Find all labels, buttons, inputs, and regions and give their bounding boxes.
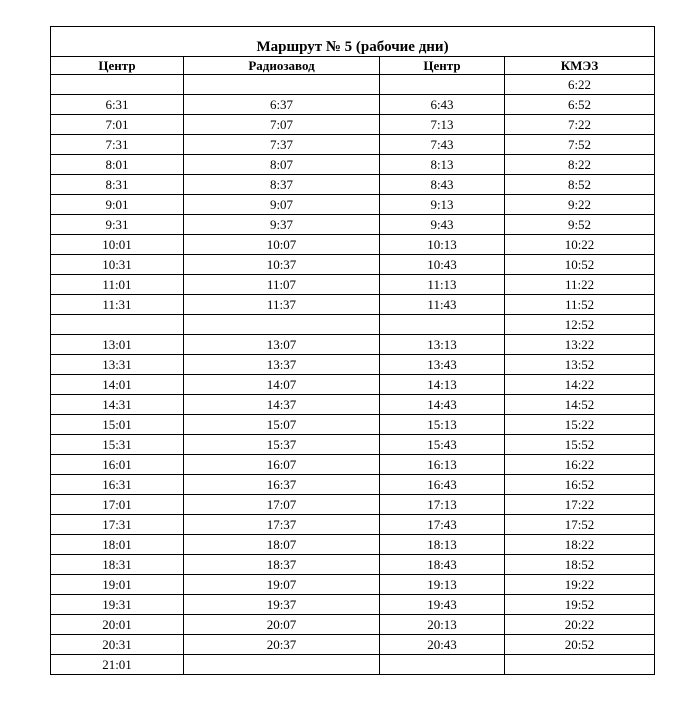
table-row <box>51 555 655 575</box>
time-cell-kmez: 16:22 <box>505 455 655 475</box>
time-cell-kmez: 13:22 <box>505 335 655 355</box>
time-cell-kmez: 14:22 <box>505 375 655 395</box>
time-cell-center-1: 7:31 <box>51 135 184 155</box>
time-cell-center-1: 11:01 <box>51 275 184 295</box>
time-cell-kmez: 9:22 <box>505 195 655 215</box>
timetable-title: Маршрут № 5 (рабочие дни) <box>51 27 655 57</box>
time-cell-center-1: 10:31 <box>51 255 184 275</box>
time-cell-center-1 <box>51 75 184 95</box>
table-row <box>51 635 655 655</box>
time-cell-center-1: 9:01 <box>51 195 184 215</box>
time-cell-center-1: 17:01 <box>51 495 184 515</box>
time-cell-kmez: 19:22 <box>505 575 655 595</box>
timetable-body <box>51 75 655 675</box>
time-cell-radiozavod <box>184 655 380 675</box>
time-cell-center-1: 14:01 <box>51 375 184 395</box>
table-row <box>51 455 655 475</box>
time-cell-center-1: 20:01 <box>51 615 184 635</box>
time-cell-kmez: 13:52 <box>505 355 655 375</box>
table-row <box>51 235 655 255</box>
time-cell-center-2: 15:43 <box>380 435 505 455</box>
time-cell-radiozavod: 11:37 <box>184 295 380 315</box>
time-cell-center-2: 19:43 <box>380 595 505 615</box>
time-cell-radiozavod: 18:37 <box>184 555 380 575</box>
table-row <box>51 95 655 115</box>
time-cell-center-2: 7:43 <box>380 135 505 155</box>
time-cell-center-1: 15:31 <box>51 435 184 455</box>
time-cell-kmez: 15:22 <box>505 415 655 435</box>
table-row <box>51 155 655 175</box>
time-cell-center-2 <box>380 315 505 335</box>
time-cell-kmez: 12:52 <box>505 315 655 335</box>
time-cell-center-2: 9:43 <box>380 215 505 235</box>
time-cell-radiozavod: 19:37 <box>184 595 380 615</box>
column-header-kmez: КМЭЗ <box>505 57 655 75</box>
table-row <box>51 415 655 435</box>
time-cell-kmez: 16:52 <box>505 475 655 495</box>
time-cell-radiozavod: 8:07 <box>184 155 380 175</box>
time-cell-radiozavod: 19:07 <box>184 575 380 595</box>
time-cell-center-2: 8:43 <box>380 175 505 195</box>
time-cell-center-2: 20:43 <box>380 635 505 655</box>
time-cell-kmez: 7:52 <box>505 135 655 155</box>
time-cell-center-1 <box>51 315 184 335</box>
time-cell-center-1: 21:01 <box>51 655 184 675</box>
time-cell-kmez: 6:52 <box>505 95 655 115</box>
time-cell-kmez: 14:52 <box>505 395 655 415</box>
table-row <box>51 395 655 415</box>
bus-timetable <box>50 26 655 675</box>
time-cell-center-1: 19:31 <box>51 595 184 615</box>
time-cell-kmez: 11:52 <box>505 295 655 315</box>
table-row <box>51 275 655 295</box>
time-cell-radiozavod: 9:37 <box>184 215 380 235</box>
table-row <box>51 435 655 455</box>
table-row <box>51 315 655 335</box>
time-cell-center-2: 15:13 <box>380 415 505 435</box>
time-cell-kmez: 9:52 <box>505 215 655 235</box>
time-cell-center-1: 19:01 <box>51 575 184 595</box>
table-row <box>51 515 655 535</box>
time-cell-radiozavod: 10:37 <box>184 255 380 275</box>
time-cell-kmez <box>505 655 655 675</box>
time-cell-radiozavod: 18:07 <box>184 535 380 555</box>
table-row <box>51 575 655 595</box>
time-cell-kmez: 18:22 <box>505 535 655 555</box>
time-cell-radiozavod: 20:07 <box>184 615 380 635</box>
time-cell-center-2: 18:13 <box>380 535 505 555</box>
time-cell-kmez: 8:52 <box>505 175 655 195</box>
header-row <box>51 57 655 75</box>
time-cell-center-1: 14:31 <box>51 395 184 415</box>
time-cell-radiozavod: 13:37 <box>184 355 380 375</box>
table-row <box>51 495 655 515</box>
table-row <box>51 115 655 135</box>
table-row <box>51 355 655 375</box>
column-header-center-1: Центр <box>51 57 184 75</box>
time-cell-center-2: 16:13 <box>380 455 505 475</box>
time-cell-kmez: 10:52 <box>505 255 655 275</box>
time-cell-radiozavod: 14:07 <box>184 375 380 395</box>
time-cell-kmez: 11:22 <box>505 275 655 295</box>
time-cell-radiozavod: 8:37 <box>184 175 380 195</box>
time-cell-center-2: 16:43 <box>380 475 505 495</box>
time-cell-center-1: 6:31 <box>51 95 184 115</box>
time-cell-center-1: 15:01 <box>51 415 184 435</box>
time-cell-center-2: 14:43 <box>380 395 505 415</box>
table-row <box>51 655 655 675</box>
table-row <box>51 255 655 275</box>
time-cell-kmez: 8:22 <box>505 155 655 175</box>
time-cell-kmez: 7:22 <box>505 115 655 135</box>
time-cell-center-2: 10:43 <box>380 255 505 275</box>
time-cell-kmez: 19:52 <box>505 595 655 615</box>
time-cell-kmez: 20:22 <box>505 615 655 635</box>
time-cell-radiozavod: 7:07 <box>184 115 380 135</box>
time-cell-kmez: 20:52 <box>505 635 655 655</box>
time-cell-center-2: 11:13 <box>380 275 505 295</box>
time-cell-radiozavod: 11:07 <box>184 275 380 295</box>
table-row <box>51 215 655 235</box>
time-cell-center-2 <box>380 75 505 95</box>
time-cell-radiozavod: 17:37 <box>184 515 380 535</box>
time-cell-center-2: 11:43 <box>380 295 505 315</box>
time-cell-center-1: 18:31 <box>51 555 184 575</box>
column-header-center-2: Центр <box>380 57 505 75</box>
time-cell-center-2: 17:43 <box>380 515 505 535</box>
time-cell-center-1: 8:31 <box>51 175 184 195</box>
time-cell-radiozavod: 10:07 <box>184 235 380 255</box>
time-cell-center-1: 13:31 <box>51 355 184 375</box>
time-cell-center-2: 13:43 <box>380 355 505 375</box>
time-cell-center-2 <box>380 655 505 675</box>
time-cell-center-1: 13:01 <box>51 335 184 355</box>
table-row <box>51 595 655 615</box>
time-cell-kmez: 10:22 <box>505 235 655 255</box>
table-row <box>51 475 655 495</box>
table-row <box>51 195 655 215</box>
time-cell-kmez: 6:22 <box>505 75 655 95</box>
table-row <box>51 295 655 315</box>
time-cell-center-1: 18:01 <box>51 535 184 555</box>
time-cell-center-2: 9:13 <box>380 195 505 215</box>
time-cell-center-2: 10:13 <box>380 235 505 255</box>
time-cell-kmez: 15:52 <box>505 435 655 455</box>
title-row <box>51 27 655 57</box>
time-cell-center-1: 11:31 <box>51 295 184 315</box>
table-row <box>51 335 655 355</box>
time-cell-radiozavod: 9:07 <box>184 195 380 215</box>
table-row <box>51 375 655 395</box>
time-cell-center-1: 20:31 <box>51 635 184 655</box>
time-cell-center-1: 10:01 <box>51 235 184 255</box>
time-cell-center-1: 16:01 <box>51 455 184 475</box>
table-row <box>51 175 655 195</box>
time-cell-center-1: 8:01 <box>51 155 184 175</box>
column-header-radiozavod: Радиозавод <box>184 57 380 75</box>
time-cell-radiozavod: 17:07 <box>184 495 380 515</box>
time-cell-radiozavod: 7:37 <box>184 135 380 155</box>
time-cell-center-2: 7:13 <box>380 115 505 135</box>
time-cell-center-2: 19:13 <box>380 575 505 595</box>
time-cell-center-2: 8:13 <box>380 155 505 175</box>
time-cell-center-1: 9:31 <box>51 215 184 235</box>
time-cell-kmez: 17:22 <box>505 495 655 515</box>
time-cell-radiozavod: 14:37 <box>184 395 380 415</box>
time-cell-center-2: 13:13 <box>380 335 505 355</box>
time-cell-radiozavod: 13:07 <box>184 335 380 355</box>
table-row <box>51 75 655 95</box>
time-cell-kmez: 17:52 <box>505 515 655 535</box>
time-cell-radiozavod: 15:37 <box>184 435 380 455</box>
table-row <box>51 135 655 155</box>
table-row <box>51 535 655 555</box>
time-cell-center-2: 20:13 <box>380 615 505 635</box>
time-cell-center-2: 18:43 <box>380 555 505 575</box>
time-cell-radiozavod <box>184 315 380 335</box>
time-cell-center-1: 16:31 <box>51 475 184 495</box>
time-cell-center-2: 14:13 <box>380 375 505 395</box>
time-cell-center-2: 6:43 <box>380 95 505 115</box>
time-cell-radiozavod: 16:07 <box>184 455 380 475</box>
time-cell-radiozavod: 16:37 <box>184 475 380 495</box>
time-cell-center-2: 17:13 <box>380 495 505 515</box>
time-cell-radiozavod: 15:07 <box>184 415 380 435</box>
time-cell-radiozavod <box>184 75 380 95</box>
time-cell-center-1: 7:01 <box>51 115 184 135</box>
time-cell-radiozavod: 6:37 <box>184 95 380 115</box>
time-cell-center-1: 17:31 <box>51 515 184 535</box>
time-cell-radiozavod: 20:37 <box>184 635 380 655</box>
time-cell-kmez: 18:52 <box>505 555 655 575</box>
table-row <box>51 615 655 635</box>
